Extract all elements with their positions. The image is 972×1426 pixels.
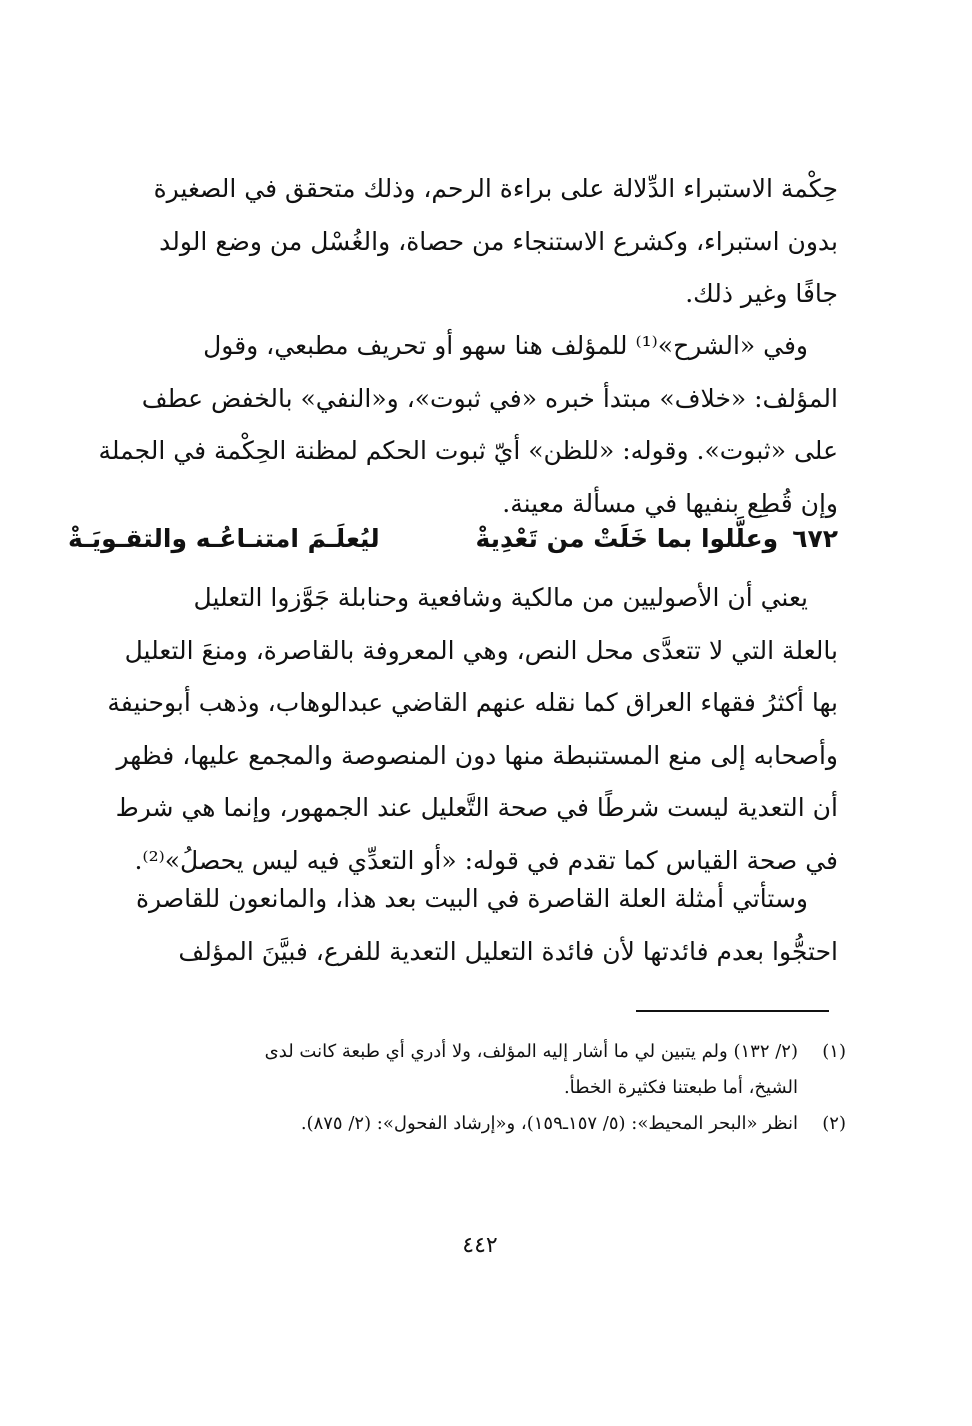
- paragraph-3-line-4: وأصحابه إلى منع المستنبطة منها دون المنصوصة والمجمع عليها، فظهر: [116, 740, 838, 770]
- paragraph-3-line-5: أن التعدية ليست شرطًا في صحة التَّعليل عند الجمهور، وإنما هي شرط: [115, 793, 838, 822]
- paragraph-1: [68, 163, 838, 321]
- paragraph-2-line-3: على «ثبوت». وقوله: «للظن» أيّ ثبوت الحكم لمظنة الحِكْمة في الجملة: [98, 436, 838, 465]
- footnote-2-number: (٢): [822, 1113, 846, 1134]
- paragraph-2-line-2: المؤلف: «خلاف» مبتدأ خبره «في ثبوت»، و«النفي» بالخفض عطف: [141, 383, 838, 413]
- paragraph-2-line-1: وفي «الشرح»⁽¹⁾ للمؤلف هنا سهو أو تحريف مطبعي، وقول: [203, 331, 808, 360]
- footnotes: [68, 1034, 846, 1142]
- verse-hemistich-1-text: وعلَّلوا بما خَلَتْ من تَعْدِيةْ: [475, 524, 779, 553]
- footnote-2-line-1: انظر «البحر المحيط»: (٥/ ١٥٧ـ١٥٩)، و«إرشاد الفحول»: (٢/ ٨٧٥).: [300, 1113, 798, 1134]
- paragraph-3-line-3: بها أكثرُ فقهاء العراق كما نقله عنهم القاضي عبدالوهاب، وذهب أبوحنيفة: [107, 688, 838, 717]
- footnote-2: [68, 1106, 846, 1142]
- paragraph-3-line-6: في صحة القياس كما تقدم في قوله: «أو التعدِّي فيه ليس يحصلُ»⁽²⁾.: [134, 845, 838, 875]
- paragraph-1-line-1: حِكْمة الاستبراء الدِّلالة على براءة الرحم، وذلك متحقق في الصغيرة: [153, 174, 838, 203]
- verse-first-hemistich: [475, 514, 838, 564]
- paragraph-4-line-2: احتجُّوا بعدم فائدتها لأن فائدة التعليل التعدية للفرع، فبيَّنَ المؤلف: [178, 936, 838, 966]
- footnote-1-line-2: الشيخ، أما طبعتنا فكثيرة الخطأ.: [563, 1077, 798, 1098]
- verse-second-hemistich: ليُعلَـمَ امتنـاعُـه والتقـويَـةْ: [68, 524, 380, 553]
- footnote-1-line-1: (٢/ ١٣٢) ولم يتبين لي ما أشار إليه المؤلف، ولا أدري أي طبعة كانت لدى: [264, 1041, 798, 1062]
- paragraph-3: [68, 572, 838, 887]
- verse-line: [68, 514, 838, 564]
- paragraph-2-line-4: وإن قُطِع بنفيها في مسألة معينة.: [502, 488, 838, 518]
- paragraph-1-line-3: جافًا وغير ذلك.: [685, 279, 838, 308]
- page-number: ٤٤٢: [462, 1233, 498, 1258]
- footnote-1: [68, 1034, 846, 1070]
- footnote-separator: [636, 1010, 829, 1012]
- paragraph-4-line-1: وستأتي أمثلة العلة القاصرة في البيت بعد هذا، والمانعون للقاصرة: [135, 884, 808, 913]
- verse-number: ٦٧٢: [792, 524, 838, 553]
- paragraph-4: [68, 873, 838, 978]
- paragraph-2: [68, 320, 838, 530]
- paragraph-1-line-2: بدون استبراء، وكشرع الاستنجاء من حصاة، والغُسْل من وضع الولد: [159, 226, 838, 256]
- footnote-1-number: (١): [822, 1041, 846, 1062]
- paragraph-3-line-2: بالعلة التي لا تتعدَّى محل النص، وهي المعروفة بالقاصرة، ومنعَ التعليل: [124, 635, 838, 665]
- paragraph-3-line-1: يعني أن الأصوليين من مالكية وشافعية وحنابلة جَوَّزوا التعليل: [193, 583, 808, 612]
